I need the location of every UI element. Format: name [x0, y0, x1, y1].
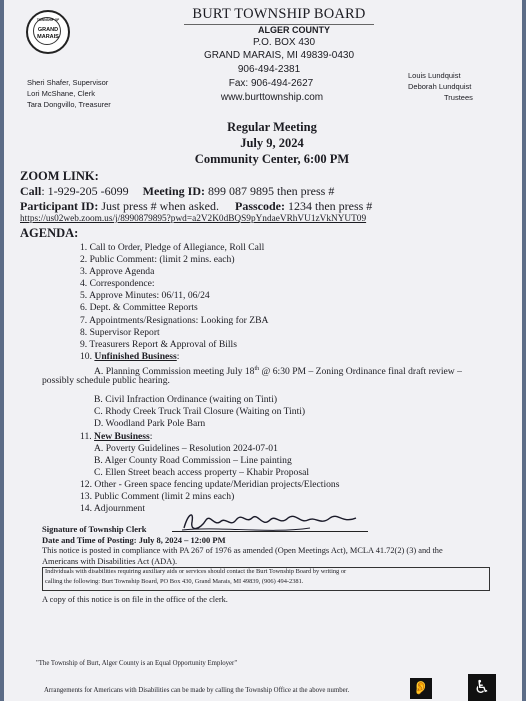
new-business-label: New Business	[94, 431, 150, 442]
signature-label: Signature of Township Clerk	[42, 524, 147, 534]
agenda-subitem: C. Rhody Creek Truck Trail Closure (Waiting on Tinti)	[94, 406, 306, 418]
agenda-item: 3. Approve Agenda	[80, 266, 155, 278]
participant-label: Participant ID:	[20, 199, 99, 213]
agenda-list	[80, 242, 268, 363]
officer-supervisor: Sheri Shafer, Supervisor	[27, 78, 109, 87]
phone-number: 906-494-2381	[237, 64, 301, 75]
agenda-sublist	[94, 443, 309, 479]
trustees-label: Trustees	[444, 93, 473, 102]
agenda-item: 5. Approve Minutes: 06/11, 06/24	[80, 290, 210, 302]
agenda-subitem: B. Civil Infraction Ordinance (waiting on Tinti)	[94, 394, 278, 405]
meeting-id-value: 899 087 9895 then press #	[205, 184, 335, 198]
agenda-subitem: C. Ellen Street beach access property – Khabir Proposal	[94, 467, 309, 479]
board-title: BURT TOWNSHIP BOARD	[192, 6, 366, 22]
meeting-id-label: Meeting ID:	[142, 184, 205, 198]
unfinished-business-label: Unfinished Business	[94, 350, 177, 362]
agenda-item: 12. Other - Green space fencing update/Meridian projects/Elections	[80, 479, 340, 490]
agenda-heading: AGENDA:	[20, 226, 79, 240]
officer-clerk: Lori McShane, Clerk	[27, 89, 95, 98]
ada-notice-line: Individuals with disabilities requiring auxiliary aids or services should contact the Burt Township Board by writing or	[45, 568, 347, 575]
officer-treasurer: Tara Dongvillo, Treasurer	[27, 100, 111, 109]
agenda-item: 13. Public Comment (limit 2 mins each)	[80, 491, 235, 503]
agenda-item: 8. Supervisor Report	[80, 326, 160, 338]
passcode-label: Passcode:	[234, 199, 285, 213]
po-box: P.O. BOX 430	[252, 37, 316, 48]
zoom-call-line	[20, 184, 334, 199]
hearing-assistance-icon: 👂	[410, 678, 432, 699]
agenda-item-unfinished-business: 10. Unfinished Business:	[80, 350, 180, 362]
meeting-title: Regular Meeting	[227, 120, 317, 134]
agenda-item: 9. Treasurers Report & Approval of Bills	[80, 338, 237, 350]
agenda-subitem: A. Poverty Guidelines – Resolution 2024-07-01	[94, 443, 278, 454]
zoom-link[interactable]: https://us02web.zoom.us/j/8990879895?pwd=a2V2K0dBQS9pYndaeVRhVU1zVkNYUT09	[20, 214, 367, 224]
agenda-sublist	[94, 394, 305, 430]
agenda-item: 2. Public Comment: (limit 2 mins. each)	[80, 254, 235, 266]
zoom-heading: ZOOM LINK:	[20, 169, 99, 183]
equal-opportunity-statement: "The Township of Burt, Alger County is an Equal Opportunity Employer"	[36, 660, 238, 667]
call-number: : 1-929-205 -6099	[41, 184, 129, 198]
agenda-item: 7. Appointments/Resignations: Looking for ZBA	[80, 314, 269, 326]
meeting-place: Community Center, 6:00 PM	[194, 152, 350, 166]
county-name: ALGER COUNTY	[258, 25, 330, 35]
compliance-text: This notice is posted in compliance with PA 267 of 1976 as amended (Open Meetings Act), MCLA 41.72(2) (3) and the	[42, 546, 443, 555]
passcode-value: 1234 then press #	[284, 199, 373, 213]
agenda-subitem: B. Alger County Road Commission – Line painting	[94, 455, 292, 467]
notice-page	[4, 0, 522, 701]
agenda-subitem: D. Woodland Park Pole Barn	[94, 418, 206, 430]
agenda-item: 4. Correspondence:	[80, 278, 155, 290]
city-line: GRAND MARAIS, MI 49839-0430	[203, 50, 355, 61]
ada-arrangements: Arrangements for Americans with Disabilities can be made by calling the Township Office at the above number.	[44, 687, 350, 694]
meeting-date: July 9, 2024	[240, 136, 304, 150]
agenda-subitem: A. Planning Commission meeting July 18th @ 6:30 PM – Zoning Ordinance final draft review –	[94, 366, 462, 378]
trustee-1: Louis Lundquist	[408, 71, 461, 80]
website: www.burttownship.com	[220, 92, 324, 103]
agenda-subitem-continued: possibly schedule public hearing.	[42, 375, 170, 386]
posting-date-line: Date and Time of Posting: July 8, 2024 – 12:00 PM	[42, 535, 226, 545]
file-copy-notice: A copy of this notice is on file in the office of the clerk.	[42, 595, 228, 604]
township-seal-icon: TOWNSHIP OF GRAND MARAIS	[26, 10, 70, 54]
fax-number: Fax: 906-494-2627	[228, 78, 314, 89]
zoom-participant-line	[20, 199, 372, 214]
participant-value: Just press # when asked.	[98, 199, 219, 213]
compliance-text-cont: Americans with Disabilities Act (ADA).	[42, 557, 178, 566]
wheelchair-accessible-icon: ♿	[468, 674, 496, 701]
ada-notice-line: calling the following: Burt Township Board, PO Box 430, Grand Marais, MI 49839, (906) 494-2381.	[45, 578, 304, 585]
agenda-item: 14. Adjournment	[80, 503, 146, 515]
agenda-item: 1. Call to Order, Pledge of Allegiance, Roll Call	[80, 242, 265, 253]
agenda-item-new-business: 11. New Business:	[80, 431, 153, 442]
call-label: Call	[20, 184, 42, 198]
agenda-item: 6. Dept. & Committee Reports	[80, 302, 198, 314]
trustee-2: Deborah Lundquist	[408, 82, 472, 91]
